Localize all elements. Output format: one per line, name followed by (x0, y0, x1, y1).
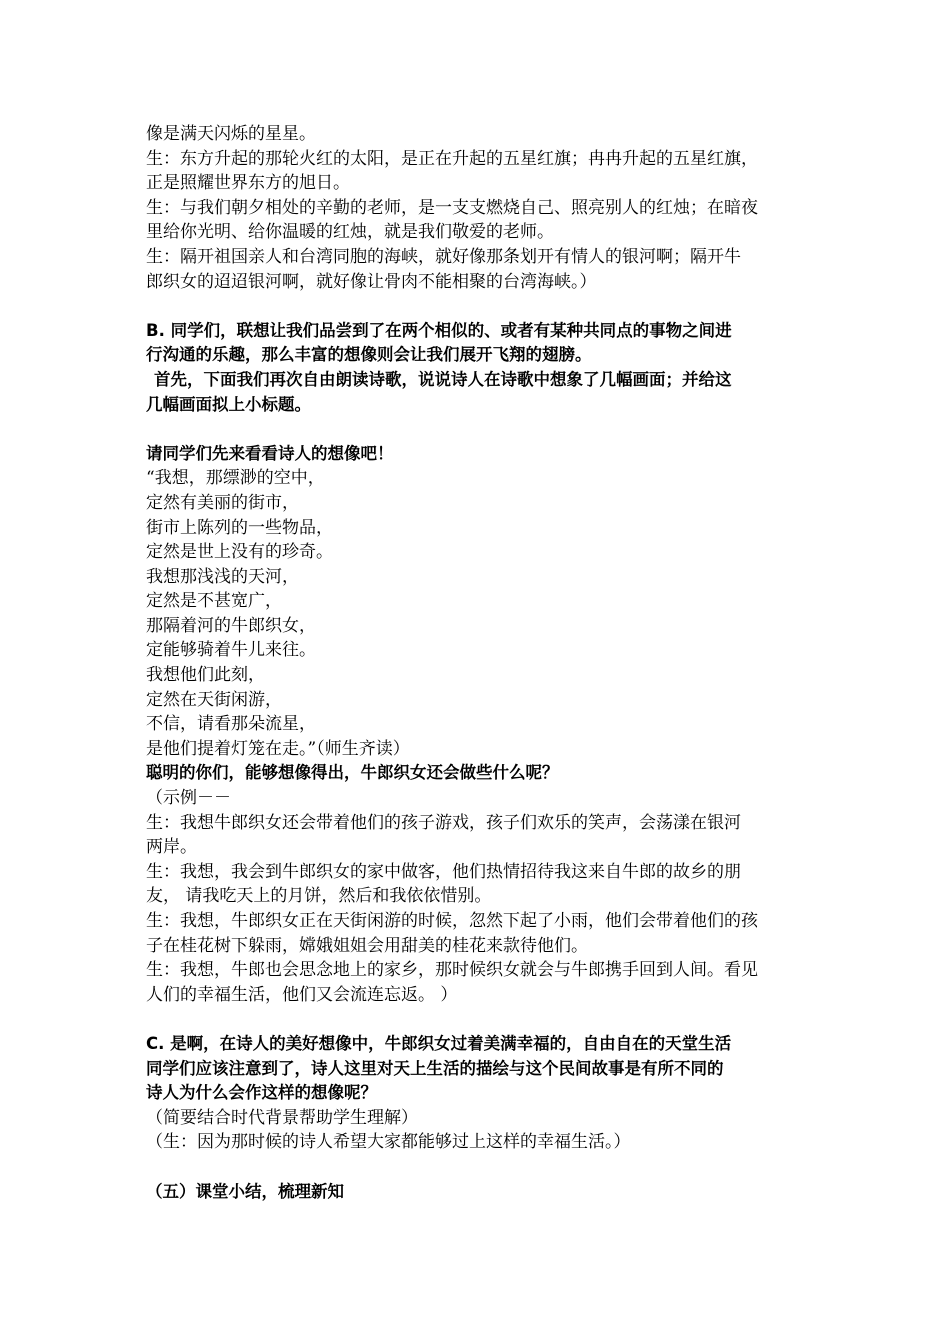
poem-line: 是他们提着灯笼在走。”（师生齐读） (146, 738, 410, 759)
section-c-line: C. 是啊，在诗人的美好想像中，牛郎织女过着美满幸福的，自由自在的天堂生活 (146, 1033, 732, 1053)
section-b-line: 几幅画面拟上小标题。 (146, 394, 311, 414)
blank-line (146, 294, 810, 319)
section-c-note: （简要结合时代背景帮助学生理解） (146, 1107, 418, 1128)
poem-intro: 请同学们先来看看诗人的想像吧！ (146, 443, 394, 463)
text-line: 正是照耀世界东方的旭日。 (146, 173, 350, 194)
document-page (146, 122, 810, 1204)
example-line: 生：我想，我会到牛郎织女的家中做客，他们热情招待我这来自牛郎的故乡的朋 (146, 861, 741, 882)
poem-line: 那隔着河的牛郎织女， (146, 615, 316, 636)
example-line: 两岸。 (146, 837, 197, 858)
section-b-line: 行沟通的乐趣，那么丰富的想像则会让我们展开飞翔的翅膀。 (146, 345, 592, 365)
text-line: 生：与我们朝夕相处的辛勤的老师，是一支支燃烧自己、照亮别人的红烛；在暗夜 (146, 197, 758, 218)
poem-question: 聪明的你们，能够想像得出，牛郎织女还会做些什么呢？ (146, 763, 559, 783)
blank-line (146, 1007, 810, 1032)
text-line: 里给你光明、给你温暖的红烛，就是我们敬爱的老师。 (146, 222, 554, 243)
poem-line: 我想他们此刻， (146, 665, 265, 686)
poem-line: 定然在天街闲游， (146, 689, 282, 710)
example-line: 生：我想，牛郎织女正在天街闲游的时候，忽然下起了小雨，他们会带着他们的孩 (146, 911, 758, 931)
section-c-line: 同学们应该注意到了，诗人这里对天上生活的描绘与这个民间故事是有所不同的 (146, 1058, 724, 1078)
example-line: 人们的幸福生活，他们又会流连忘返。 ） (146, 984, 458, 1005)
example-line: （示例－－ (146, 788, 231, 809)
blank-line (146, 1155, 810, 1180)
text-line: 生：东方升起的那轮火红的太阳，是正在升起的五星红旗；冉冉升起的五星红旗， (146, 148, 758, 169)
poem-line: 街市上陈列的一些物品， (146, 517, 333, 538)
poem-line: 定然有美丽的街市， (146, 492, 299, 513)
section-b-line: B. 同学们，联想让我们品尝到了在两个相似的、或者有某种共同点的事物之间进 (146, 320, 732, 340)
section-b-line: 首先，下面我们再次自由朗读诗歌，说说诗人在诗歌中想象了几幅画面；并给这 (154, 369, 732, 389)
section-c-line: 诗人为什么会作这样的想像呢？ (146, 1083, 377, 1103)
example-line: 友， 请我吃天上的月饼，然后和我依依惜别。 (146, 886, 492, 907)
poem-line: 我想那浅浅的天河， (146, 566, 299, 587)
poem-line: 定然是世上没有的珍奇。 (146, 542, 333, 563)
poem-line: 定能够骑着牛儿来往。 (146, 640, 316, 661)
blank-line (146, 417, 810, 442)
section-c-note: （生：因为那时候的诗人希望大家都能够过上这样的幸福生活。） (146, 1132, 631, 1153)
poem-line: 不信，请看那朵流星， (146, 714, 316, 735)
text-line: 生：隔开祖国亲人和台湾同胞的海峡，就好像那条划开有情人的银河啊；隔开牛 (146, 246, 741, 267)
example-line: 子在桂花树下躲雨，嫦娥姐姐会用甜美的桂花来款待他们。 (146, 935, 588, 956)
poem-line: “我想，那缥渺的空中， (146, 468, 325, 489)
example-line: 生：我想，牛郎也会思念地上的家乡，那时候织女就会与牛郎携手回到人间。看见 (146, 960, 758, 981)
example-line: 生：我想牛郎织女还会带着他们的孩子游戏，孩子们欢乐的笑声，会荡漾在银河 (146, 812, 741, 833)
text-line: 像是满天闪烁的星星。 (146, 124, 316, 144)
section-five-title: （五）课堂小结，梳理新知 (146, 1181, 344, 1201)
poem-line: 定然是不甚宽广， (146, 591, 282, 612)
text-line: 郎织女的迢迢银河啊，就好像让骨肉不能相聚的台湾海峡。） (146, 271, 597, 292)
